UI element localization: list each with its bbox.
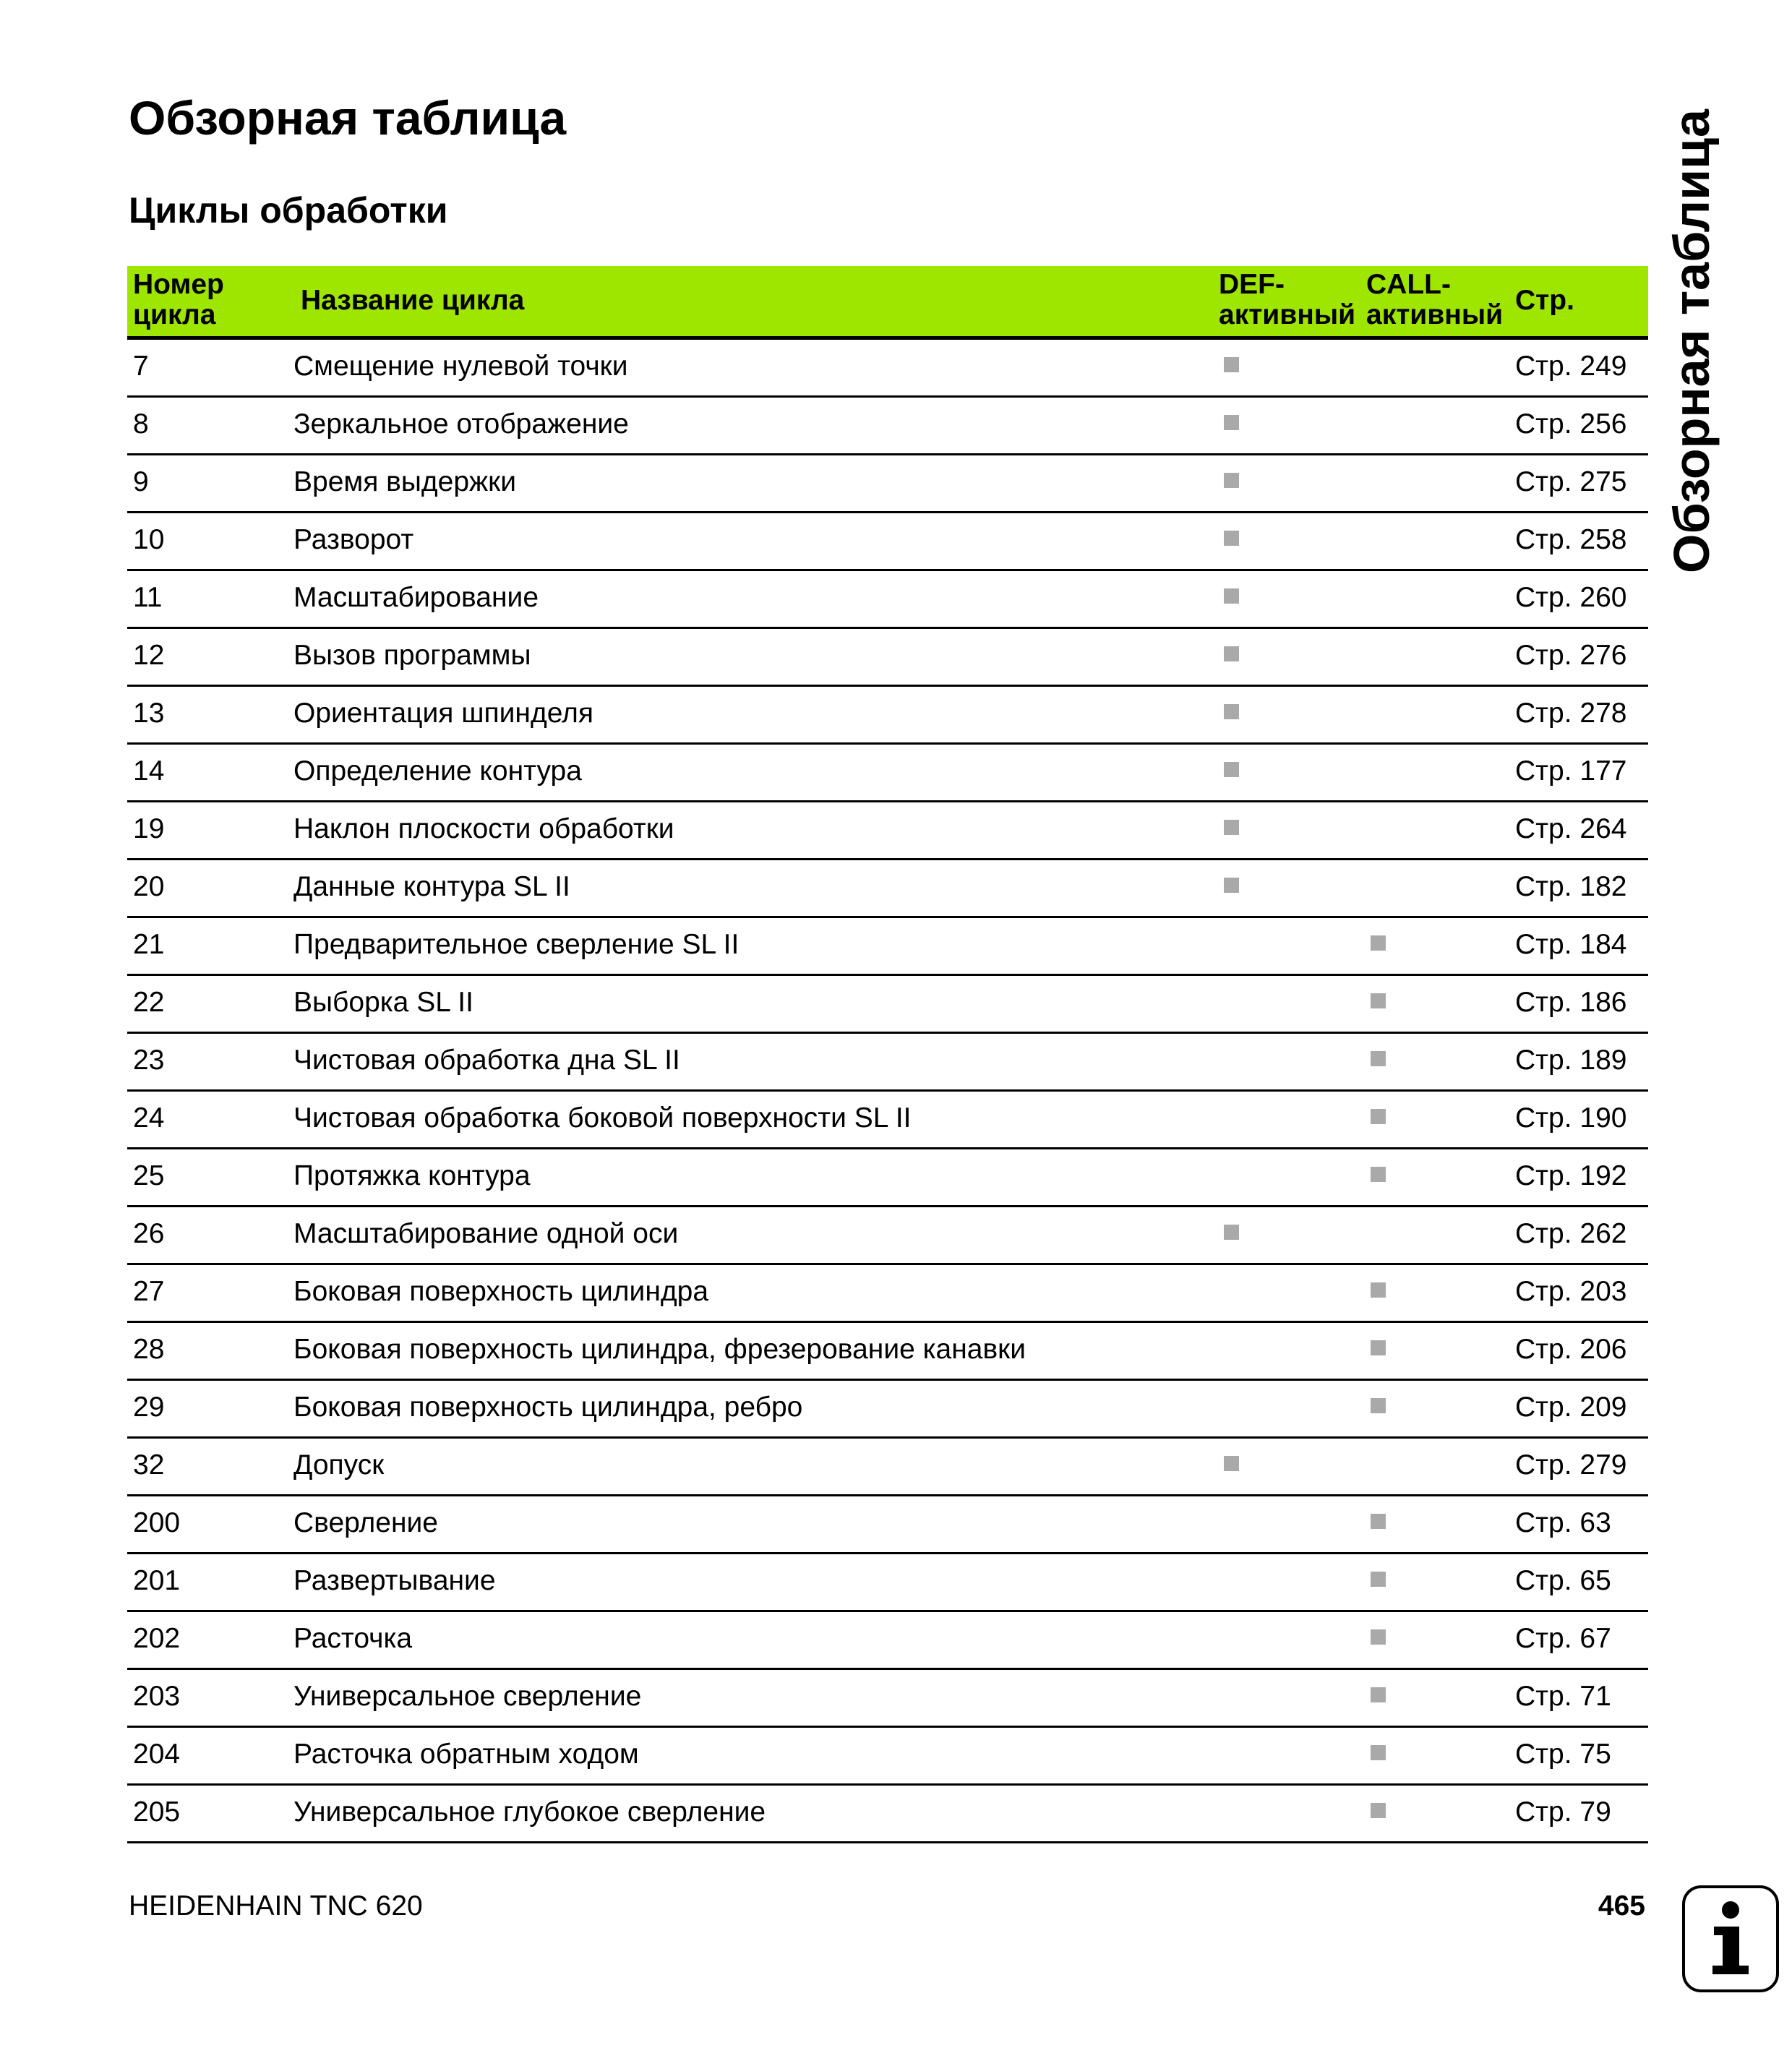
cycle-number: 28 <box>133 1334 165 1365</box>
table-row <box>127 1786 1648 1843</box>
page-reference: Стр. 189 <box>1515 1045 1627 1076</box>
cycle-name: Разворот <box>293 524 414 555</box>
header-call-line1: CALL- <box>1366 269 1451 300</box>
page-reference: Стр. 264 <box>1515 813 1627 844</box>
page-reference: Стр. 63 <box>1515 1507 1611 1538</box>
call-active-marker <box>1371 993 1386 1008</box>
def-active-marker <box>1224 1225 1239 1240</box>
def-active-marker <box>1224 473 1239 488</box>
table-row <box>127 1149 1648 1207</box>
page-reference: Стр. 192 <box>1515 1160 1627 1191</box>
cycle-number: 23 <box>133 1045 165 1076</box>
cycle-name: Универсальное сверление <box>293 1681 642 1712</box>
call-active-marker <box>1371 1340 1386 1355</box>
table-row <box>127 1092 1648 1149</box>
cycle-name: Боковая поверхность цилиндра <box>293 1276 709 1307</box>
table-row <box>127 976 1648 1034</box>
cycle-name: Масштабирование одной оси <box>293 1218 679 1249</box>
cycle-name: Данные контура SL II <box>293 871 570 902</box>
cycle-name: Масштабирование <box>293 582 539 613</box>
page-reference: Стр. 190 <box>1515 1102 1627 1134</box>
header-cycle-number-line1: Номер <box>133 269 224 300</box>
call-active-marker <box>1371 1629 1386 1645</box>
page-reference: Стр. 249 <box>1515 351 1627 382</box>
table-row <box>127 340 1648 398</box>
def-active-marker <box>1224 1456 1239 1471</box>
footer-product-name: HEIDENHAIN TNC 620 <box>129 1890 423 1921</box>
cycle-name: Ориентация шпинделя <box>293 698 593 729</box>
cycle-name: Предварительное сверление SL II <box>293 929 739 960</box>
table-row <box>127 802 1648 860</box>
page-reference: Стр. 79 <box>1515 1796 1611 1828</box>
table-row <box>127 629 1648 687</box>
header-def-active <box>1219 270 1355 330</box>
cycle-number: 22 <box>133 987 165 1018</box>
def-active-marker <box>1224 820 1239 835</box>
table-row <box>127 1034 1648 1092</box>
cycle-name: Определение контура <box>293 755 582 787</box>
table-row <box>127 455 1648 513</box>
cycle-name: Протяжка контура <box>293 1160 531 1191</box>
page-reference: Стр. 177 <box>1515 755 1627 787</box>
table-row <box>127 513 1648 571</box>
call-active-marker <box>1371 1051 1386 1066</box>
cycle-number: 29 <box>133 1392 165 1423</box>
cycle-number: 26 <box>133 1218 165 1249</box>
page-reference: Стр. 203 <box>1515 1276 1627 1307</box>
cycle-number: 10 <box>133 524 165 555</box>
page-reference: Стр. 186 <box>1515 987 1627 1018</box>
table-row <box>127 398 1648 455</box>
cycle-name: Допуск <box>293 1449 385 1481</box>
cycle-number: 14 <box>133 755 165 787</box>
table-row <box>127 1265 1648 1323</box>
table-row <box>127 918 1648 976</box>
cycle-number: 202 <box>133 1623 181 1654</box>
cycle-number: 7 <box>133 351 149 382</box>
page-reference: Стр. 71 <box>1515 1681 1611 1712</box>
page-reference: Стр. 262 <box>1515 1218 1627 1249</box>
header-def-line2: активный <box>1219 299 1356 330</box>
call-active-marker <box>1371 935 1386 951</box>
table-row <box>127 1496 1648 1554</box>
def-active-marker <box>1224 357 1239 372</box>
cycle-number: 200 <box>133 1507 181 1538</box>
call-active-marker <box>1371 1282 1386 1298</box>
page-reference: Стр. 65 <box>1515 1565 1611 1596</box>
page-reference: Стр. 75 <box>1515 1739 1611 1770</box>
def-active-marker <box>1224 704 1239 719</box>
section-title: Циклы обработки <box>129 190 448 231</box>
call-active-marker <box>1371 1745 1386 1760</box>
info-glyph <box>1705 1899 1756 1979</box>
table-row <box>127 1323 1648 1381</box>
header-cycle-name: Название цикла <box>301 285 525 316</box>
cycle-number: 32 <box>133 1449 165 1481</box>
table-row <box>127 1439 1648 1496</box>
def-active-marker <box>1224 646 1239 661</box>
page-reference: Стр. 209 <box>1515 1392 1627 1423</box>
cycle-name: Выборка SL II <box>293 987 473 1018</box>
def-active-marker <box>1224 588 1239 604</box>
page-reference: Стр. 278 <box>1515 698 1627 729</box>
table-row <box>127 745 1648 802</box>
table-row <box>127 1381 1648 1439</box>
call-active-marker <box>1371 1803 1386 1818</box>
def-active-marker <box>1224 531 1239 546</box>
cycle-number: 20 <box>133 871 165 902</box>
cycle-number: 13 <box>133 698 165 729</box>
cycle-name: Наклон плоскости обработки <box>293 813 674 844</box>
cycle-number: 11 <box>133 582 163 613</box>
page-reference: Стр. 256 <box>1515 408 1627 440</box>
cycle-name: Чистовая обработка дна SL II <box>293 1045 680 1076</box>
cycle-name: Время выдержки <box>293 466 516 497</box>
header-call-line2: активный <box>1366 299 1504 330</box>
header-cycle-number <box>133 270 224 330</box>
cycle-number: 27 <box>133 1276 165 1307</box>
header-page: Стр. <box>1515 285 1574 316</box>
table-row <box>127 1612 1648 1670</box>
cycle-name: Расточка обратным ходом <box>293 1739 639 1770</box>
cycle-name: Боковая поверхность цилиндра, фрезерование канавки <box>293 1334 1026 1365</box>
side-title: Обзорная таблица <box>1663 109 1720 573</box>
call-active-marker <box>1371 1572 1386 1587</box>
def-active-marker <box>1224 762 1239 777</box>
page-reference: Стр. 206 <box>1515 1334 1627 1365</box>
page-title: Обзорная таблица <box>129 91 567 145</box>
cycle-name: Боковая поверхность цилиндра, ребро <box>293 1392 803 1423</box>
cycle-number: 9 <box>133 466 149 497</box>
header-def-line1: DEF- <box>1219 269 1285 300</box>
table-row <box>127 687 1648 745</box>
page-number: 465 <box>1598 1890 1645 1921</box>
page-reference: Стр. 182 <box>1515 871 1627 902</box>
page-reference: Стр. 279 <box>1515 1449 1627 1481</box>
table-row <box>127 1554 1648 1612</box>
table-row <box>127 1207 1648 1265</box>
cycle-number: 205 <box>133 1796 181 1828</box>
cycle-number: 25 <box>133 1160 165 1191</box>
cycle-number: 201 <box>133 1565 181 1596</box>
page-reference: Стр. 260 <box>1515 582 1627 613</box>
info-icon <box>1682 1885 1779 1992</box>
cycle-name: Развертывание <box>293 1565 496 1596</box>
page-reference: Стр. 184 <box>1515 929 1627 960</box>
cycle-number: 204 <box>133 1739 181 1770</box>
cycle-name: Вызов программы <box>293 640 531 671</box>
page-reference: Стр. 275 <box>1515 466 1627 497</box>
header-call-active <box>1366 270 1503 330</box>
cycle-number: 19 <box>133 813 165 844</box>
cycle-name: Смещение нулевой точки <box>293 351 628 382</box>
cycle-name: Расточка <box>293 1623 413 1654</box>
call-active-marker <box>1371 1514 1386 1529</box>
table-header <box>127 266 1648 340</box>
table-body <box>127 340 1648 1843</box>
cycle-name: Чистовая обработка боковой поверхности SL II <box>293 1102 912 1134</box>
page-reference: Стр. 67 <box>1515 1623 1611 1654</box>
page-reference: Стр. 276 <box>1515 640 1627 671</box>
cycle-number: 21 <box>133 929 165 960</box>
cycle-number: 24 <box>133 1102 165 1134</box>
call-active-marker <box>1371 1167 1386 1182</box>
cycle-number: 203 <box>133 1681 181 1712</box>
call-active-marker <box>1371 1398 1386 1413</box>
cycle-name: Универсальное глубокое сверление <box>293 1796 766 1828</box>
table-row <box>127 1670 1648 1728</box>
table-row <box>127 860 1648 918</box>
cycle-name: Зеркальное отображение <box>293 408 629 440</box>
header-cycle-number-line2: цикла <box>133 299 216 330</box>
def-active-marker <box>1224 415 1239 430</box>
table-row <box>127 571 1648 629</box>
call-active-marker <box>1371 1109 1386 1124</box>
def-active-marker <box>1224 878 1239 893</box>
cycle-number: 12 <box>133 640 165 671</box>
cycle-name: Сверление <box>293 1507 438 1538</box>
page-reference: Стр. 258 <box>1515 524 1627 555</box>
table-row <box>127 1728 1648 1786</box>
cycles-table <box>127 266 1648 1843</box>
cycle-number: 8 <box>133 408 149 440</box>
call-active-marker <box>1371 1687 1386 1702</box>
